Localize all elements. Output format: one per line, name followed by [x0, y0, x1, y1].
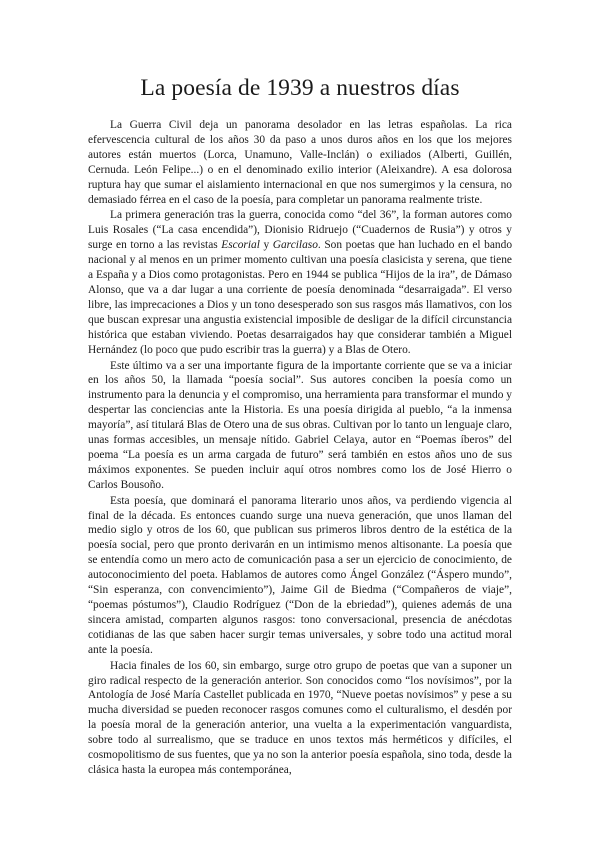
paragraph-text: Este último va a ser una importante figura de la importante corriente que se va a iniciar en los años 50, la llamada “poesía social”. Sus autores conciben la poesía como un instrumento para la denuncia y el compromiso, una herramienta para transformar el mundo y despertar las conciencias ante la Historia. Es una poesía dirigida al pueblo, “a la inmensa mayoría”, así titulará Blas de Otero una de sus obras. Cultivan por lo tanto un lenguaje claro, unas formas accesibles, un mensaje nítido. Gabriel Celaya, autor en “Poemas íberos” del poema “La poesía es un arma cargada de futuro” será también en estos años uno de sus máximos exponentes. Se pueden incluir aquí otros nombres como los de José Hierro o Carlos Bousoño. [88, 359, 512, 491]
paragraph-1 [88, 118, 512, 207]
paragraph-text: Hacia finales de los 60, sin embargo, surge otro grupo de poetas que van a suponer un giro radical respecto de la generación anterior. Son conocidos como “los novísimos”, por la Antología de José María Castellet publicada en 1970, “Nueve poetas novísimos” y pese a su mucha diversidad se pueden reconocer rasgos comunes como el culturalismo, el desdén por la poesía moral de la generación anterior, una vuelta a la experimentación vanguardista, sobre todo al surrealismo, que se traduce en unos textos más herméticos y difíciles, el cosmopolitismo de sus fuentes, que ya no son la anterior poesía española, sino toda, desde la clásica hasta la europea más contemporánea, [88, 659, 512, 776]
paragraph-text: . Son poetas que han luchado en el bando nacional y al menos en un primer momento cultivan una poesía clasicista y serena, que tiene a España y a Dios como protagonistas. Pero en 1944 se publica “Hijos de la ira”, de Dámaso Alonso, que va a dar lugar a una corriente de poesía denominada “desarraigada”. El verso libre, las imprecaciones a Dios y un tono desesperado son sus rasgos más llamativos, con los que buscan expresar una angustia existencial imposible de desligar de la difícil circunstancia histórica que estaban viviendo. Poetas desarraigados hay que considerar también a Miguel Hernández (lo poco que pudo escribir tras la guerra) y a Blas de Otero. [88, 239, 513, 356]
paragraph-text: La primera generación tras la guerra, conocida como “del 36”, la forman autores como Luis Rosales (“La casa encendida”), Dionisio Ridruejo (“Cuadernos de Rusia”) y otros y surge en torno a las revistas [88, 209, 512, 252]
journal-title-escorial: Escorial [221, 239, 260, 252]
document-body [88, 118, 512, 778]
paragraph-4 [88, 494, 512, 658]
paragraph-5 [88, 659, 512, 778]
paragraph-2 [88, 208, 512, 357]
page-title: La poesía de 1939 a nuestros días [140, 75, 460, 101]
journal-title-garcilaso: Garcilaso [272, 239, 318, 252]
paragraph-3 [88, 359, 512, 493]
paragraph-text: y [259, 239, 273, 252]
paragraph-text: Esta poesía, que dominará el panorama literario unos años, va perdiendo vigencia al final de la década. Es entonces cuando surge una nueva generación, que unos llaman del medio siglo y otros de los 60, que publican sus primeros libros dentro de la estética de la poesía social, pero que pronto derivarán en un intimismo menos altisonante. La poesía que se entendía como un mero acto de comunicación pasa a ser un ejercicio de conocimiento, de autoconocimiento del poeta. Hablamos de autores como Ángel González (“Áspero mundo”, “Sin esperanza, con convencimiento”), Jaime Gil de Biedma (“Compañeros de viaje”, “poemas póstumos”), Claudio Rodríguez (“Don de la ebriedad”), quienes además de una sincera amistad, comparten algunos rasgos: tono conversacional, presencia de anécdotas cotidianas de las que saben hacer surgir temas universales, y sobre todo una actitud moral ante la poesía. [88, 494, 512, 656]
paragraph-text: La Guerra Civil deja un panorama desolador en las letras españolas. La rica efervescencia cultural de los años 30 da paso a unos duros años en los que los mejores autores están muertos (Lorca, Unamuno, Valle-Inclán) o exiliados (Alberti, Guillén, Cernuda. León Felipe...) o en el denominado exilio interior (Aleixandre). A esa dolorosa ruptura hay que sumar el aislamiento internacional en que nos sumergimos y la censura, no demasiado férrea en el caso de la poesía, para completar un panorama realmente triste. [88, 119, 512, 206]
